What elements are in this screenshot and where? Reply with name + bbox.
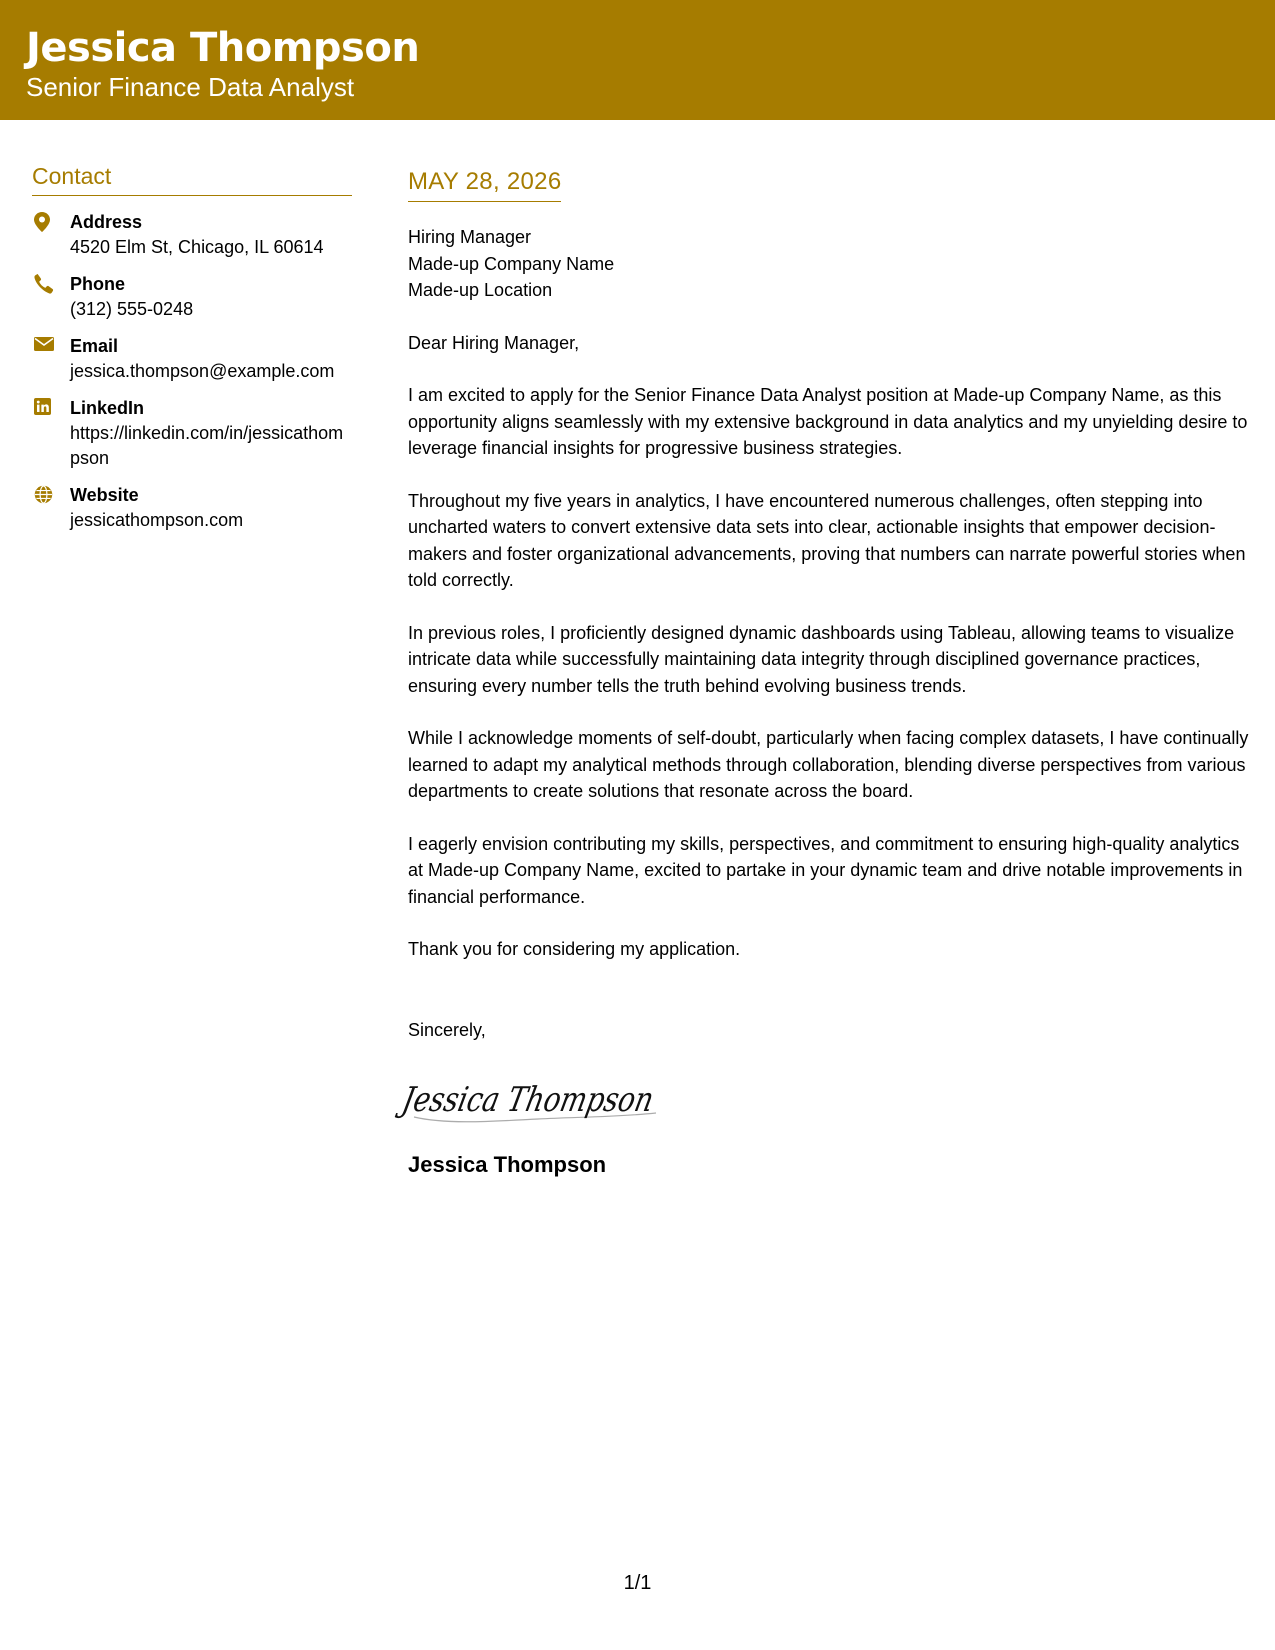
contact-heading: Contact (32, 163, 352, 196)
contact-sidebar (32, 163, 352, 545)
phone-icon (32, 272, 70, 293)
letter-date: MAY 28, 2026 (408, 167, 561, 202)
letter-paragraph: I am excited to apply for the Senior Finance Data Analyst position at Made-up Company Name, as this opportunity aligns seamlessly with my extensive background in data analytics and my unyielding desire to leverage financial insights for progressive business strategies. (408, 385, 1248, 458)
contact-value-website[interactable]: jessicathompson.com (70, 510, 244, 530)
salutation: Dear Hiring Manager, (408, 332, 580, 353)
header-banner (0, 0, 1275, 120)
map-pin-icon (32, 210, 70, 232)
letter-paragraph: While I acknowledge moments of self-doubt, particularly when facing complex datasets, I have continually learned to adapt my analytical methods through collaboration, blending diverse perspectives from various departments to create solutions that resonate across the board. (408, 728, 1249, 801)
closing: Sincerely, (408, 1019, 486, 1040)
recipient-line: Made-up Company Name (408, 253, 615, 274)
contact-label-linkedin: LinkedIn (70, 398, 145, 418)
recipient-line: Hiring Manager (408, 227, 532, 247)
letter-paragraph: In previous roles, I proficiently designed dynamic dashboards using Tableau, allowing teams to visualize intricate data while successfully maintaining data integrity through disciplined governance practices, ensuring every number tells the truth behind evolving business trends. (408, 622, 1235, 696)
handwritten-signature (398, 1067, 1253, 1137)
candidate-title: Senior Finance Data Analyst (26, 72, 355, 102)
page-number: 1/1 (623, 1572, 652, 1594)
linkedin-icon (32, 396, 70, 415)
contact-label-email: Email (70, 336, 119, 356)
letter-paragraph: Thank you for considering my application. (408, 939, 741, 959)
letter-paragraph: I eagerly envision contributing my skills, perspectives, and commitment to ensuring high-quality analytics at Made-up Company Name, excited to partake in your dynamic team and drive notable improvements in financial performance. (408, 833, 1243, 907)
contact-list (32, 210, 352, 533)
contact-item-linkedin (32, 396, 352, 471)
contact-item-address (32, 210, 352, 260)
signer-name: Jessica Thompson (408, 1152, 607, 1177)
contact-value-phone: (312) 555-0248 (70, 299, 194, 319)
candidate-name: Jessica Thompson (26, 25, 420, 71)
contact-value-address: 4520 Elm St, Chicago, IL 60614 (70, 237, 324, 257)
contact-label-website: Website (70, 485, 139, 505)
contact-label-phone: Phone (70, 274, 126, 294)
contact-item-phone (32, 272, 352, 322)
contact-value-email: jessica.thompson@example.com (70, 361, 335, 381)
recipient-line: Made-up Location (408, 280, 553, 300)
contact-value-linkedin[interactable]: https://linkedin.com/in/jessicathompson (70, 423, 344, 468)
letter-paragraph: Throughout my five years in analytics, I have encountered numerous challenges, often stepping into uncharted waters to convert extensive data sets into clear, actionable insights that empower decision-makers and foster organizational advancements, proving that numbers can narrate powerful stories when told correctly. (408, 490, 1246, 590)
cover-letter-body (398, 167, 1253, 1179)
svg-text:Jessica Thompson: Jessica Thompson (398, 1080, 716, 1120)
contact-item-email (32, 334, 352, 384)
contact-item-website (32, 483, 352, 533)
contact-label-address: Address (70, 212, 143, 232)
envelope-icon (32, 334, 70, 352)
globe-icon (32, 483, 70, 504)
recipient-block (408, 224, 1253, 304)
